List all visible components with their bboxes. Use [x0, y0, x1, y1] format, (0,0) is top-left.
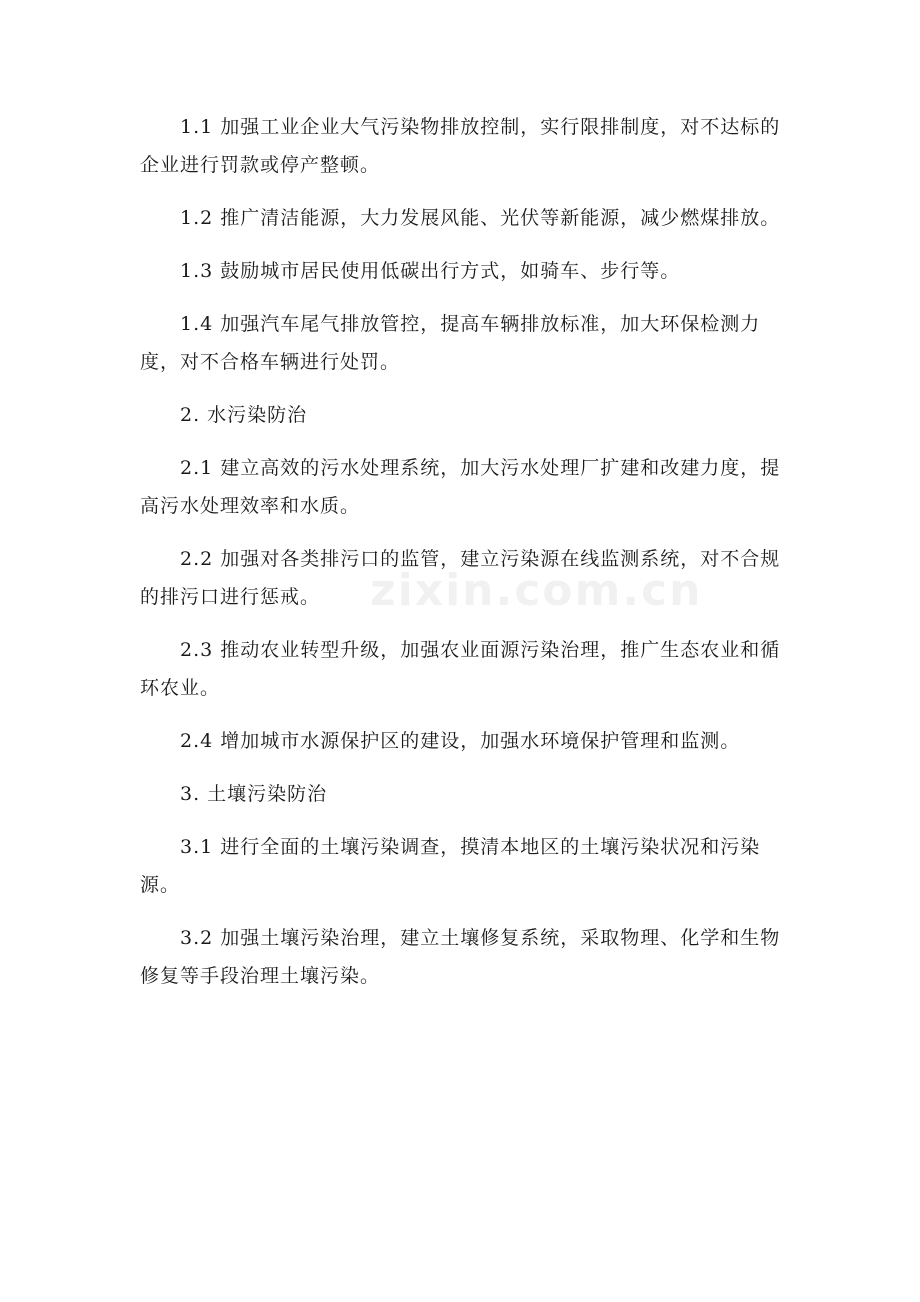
paragraph-1-4: 1.4 加强汽车尾气排放管控，提高车辆排放标准，加大环保检测力度，对不合格车辆进行处罚。 — [140, 313, 761, 373]
paragraph-2-3: 2.3 推动农业转型升级，加强农业面源污染治理，推广生态农业和循环农业。 — [140, 639, 781, 699]
section-heading-2: 2. 水污染防治 — [180, 404, 308, 426]
paragraph-2-1: 2.1 建立高效的污水处理系统，加大污水处理厂扩建和改建力度，提高污水处理效率和水质。 — [140, 457, 781, 517]
document-body — [140, 108, 800, 1010]
paragraph-2-2: 2.2 加强对各类排污口的监管，建立污染源在线监测系统，对不合规的排污口进行惩戒。 — [140, 548, 781, 608]
section-heading-3: 3. 土壤污染防治 — [180, 783, 328, 805]
paragraph-1-2: 1.2 推广清洁能源，大力发展风能、光伏等新能源，减少燃煤排放。 — [180, 207, 781, 229]
paragraph-1-3: 1.3 鼓励城市居民使用低碳出行方式，如骑车、步行等。 — [180, 260, 681, 282]
paragraph-3-1: 3.1 进行全面的土壤污染调查，摸清本地区的土壤污染状况和污染源。 — [140, 836, 761, 896]
paragraph-2-4: 2.4 增加城市水源保护区的建设，加强水环境保护管理和监测。 — [180, 730, 741, 752]
paragraph-3-2: 3.2 加强土壤污染治理，建立土壤修复系统，采取物理、化学和生物修复等手段治理土壤污染。 — [140, 927, 781, 987]
watermark: zixin.com.cn — [370, 565, 703, 616]
paragraph-1-1: 1.1 加强工业企业大气污染物排放控制，实行限排制度，对不达标的企业进行罚款或停产整顿。 — [140, 116, 781, 176]
